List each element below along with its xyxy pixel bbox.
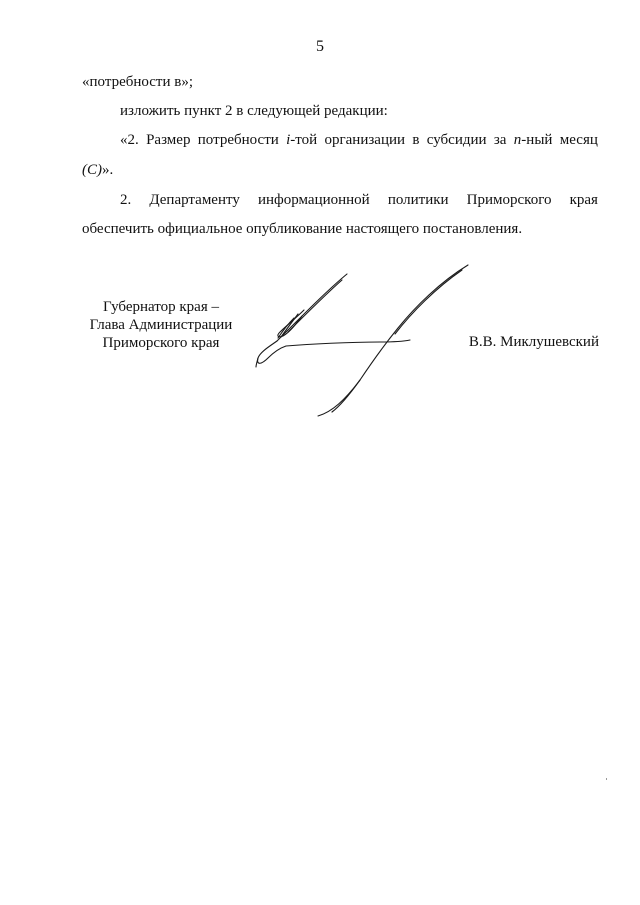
paragraph-line-1: «потребности в»;	[82, 74, 193, 90]
handwritten-signature	[250, 262, 480, 422]
word: Размер	[146, 132, 191, 148]
paragraph-line-3	[120, 130, 598, 150]
word: Департаменту	[149, 192, 240, 208]
suffix: -той	[290, 132, 318, 148]
scan-speck	[606, 778, 607, 780]
variable-n: n	[513, 132, 522, 148]
word: края	[569, 192, 598, 208]
item-2-line-1	[120, 190, 598, 210]
word: Приморского	[466, 192, 552, 208]
word: потребности	[197, 132, 279, 148]
item-number: 2.	[120, 192, 132, 208]
signatory-title	[80, 298, 242, 352]
signatory-title-line-1: Губернатор края –	[103, 299, 219, 315]
signatory-title-line-3: Приморского края	[102, 335, 220, 351]
paragraph-line-2: изложить пункт 2 в следующей редакции:	[120, 103, 388, 119]
word-i-toy	[286, 130, 317, 150]
word: политики	[387, 192, 449, 208]
word: месяц	[559, 132, 598, 148]
suffix: -ный	[521, 132, 553, 148]
signatory-name: В.В. Миклушевский	[468, 334, 599, 350]
variable-i: i	[286, 132, 291, 148]
word: субсидии	[426, 132, 487, 148]
page-number: 5	[316, 38, 324, 55]
paragraph-line-4	[82, 160, 113, 180]
word-n-nyy	[514, 130, 553, 150]
word: информационной	[257, 192, 370, 208]
item-2-line-2: обеспечить официальное опубликование настоящего постановления.	[82, 221, 523, 237]
formula: (C)	[82, 162, 102, 178]
signatory-title-line-2: Глава Администрации	[89, 317, 233, 333]
word: организации	[324, 132, 406, 148]
closing-quote: ».	[102, 162, 114, 178]
word: в	[412, 132, 420, 148]
word: «2.	[120, 132, 139, 148]
word: за	[493, 132, 507, 148]
